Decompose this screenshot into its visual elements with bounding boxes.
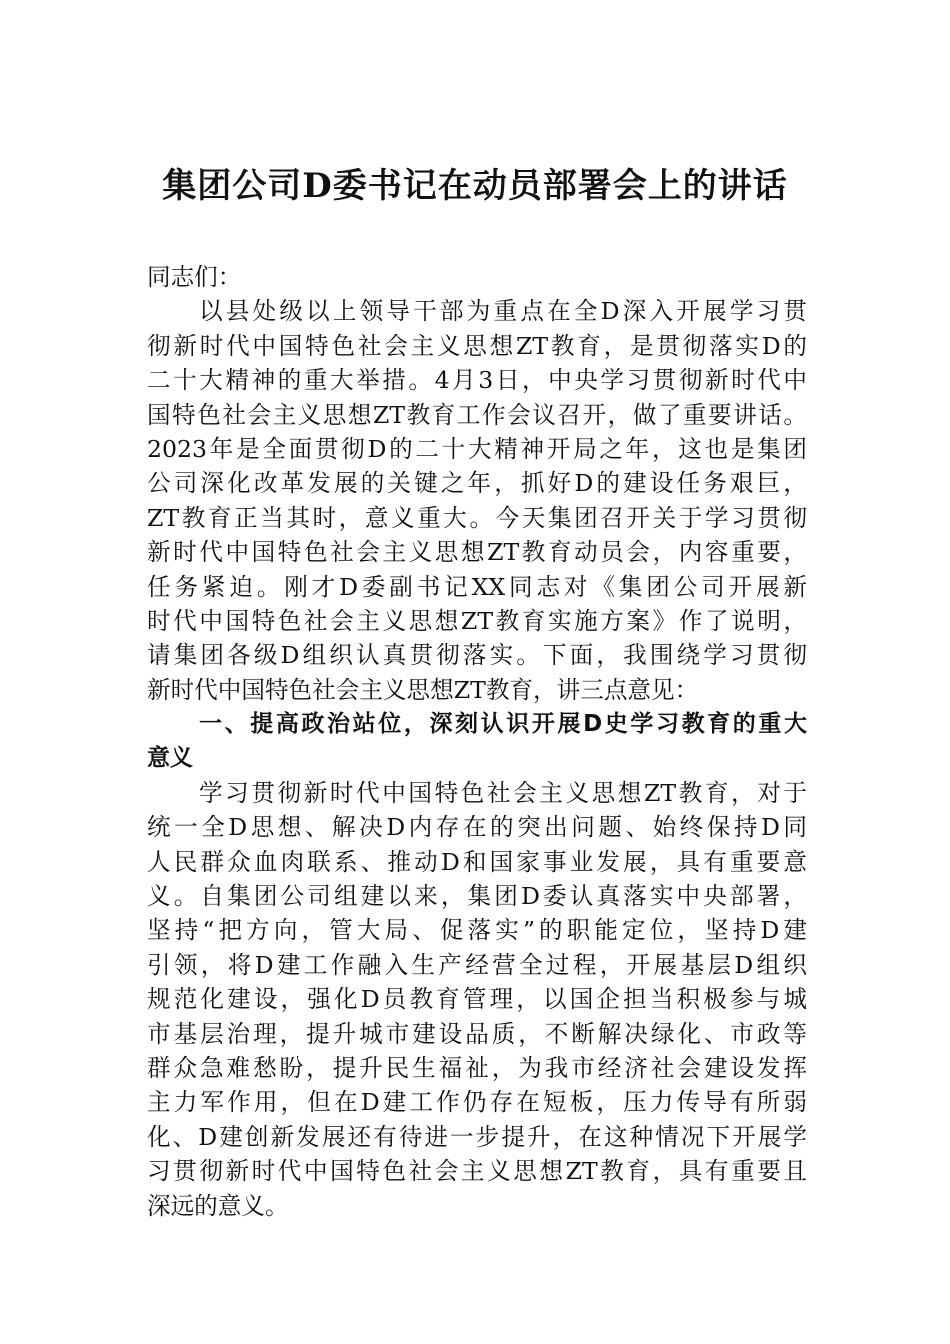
- paragraph-line: 彻新时代中国特色社会主义思想ZT教育，是贯彻落实D的: [147, 331, 807, 360]
- paragraph-line: 2023年是全面贯彻D的二十大精神开局之年，这也是集团: [147, 434, 807, 463]
- heading-line: 一、提高政治站位，深刻认识开展D史学习教育的重大: [199, 711, 807, 738]
- paragraph-line: 坚持“把方向，管大局、促落实”的职能定位，坚持D建: [147, 916, 807, 945]
- paragraph-line: 化、D建创新发展还有待进一步提升，在这种情况下开展学: [147, 1122, 807, 1151]
- paragraph-line: 新时代中国特色社会主义思想ZT教育，讲三点意见：: [147, 675, 699, 704]
- paragraph-2: [147, 776, 807, 1223]
- paragraph-line: 人民群众血肉联系、推动D和国家事业发展，具有重要意: [147, 847, 807, 876]
- paragraph-line: 公司深化改革发展的关键之年，抓好D的建设任务艰巨，: [147, 469, 807, 498]
- paragraph-line: 习贯彻新时代中国特色社会主义思想ZT教育，具有重要且: [147, 1157, 807, 1186]
- paragraph-line: 规范化建设，强化D员教育管理，以国企担当积极参与城: [147, 985, 807, 1014]
- paragraph-line: 以县处级以上领导干部为重点在全D深入开展学习贯: [199, 297, 807, 326]
- paragraph-line: 新时代中国特色社会主义思想ZT教育动员会，内容重要，: [147, 538, 807, 567]
- document-body: [147, 260, 807, 1223]
- paragraph-line: 学习贯彻新时代中国特色社会主义思想ZT教育，对于: [199, 778, 807, 807]
- paragraph-line: ZT教育正当其时，意义重大。今天集团召开关于学习贯彻: [147, 503, 807, 532]
- paragraph-line: 市基层治理，提升城市建设品质，不断解决绿化、市政等: [147, 1019, 807, 1048]
- paragraph-line: 深远的意义。: [147, 1191, 289, 1220]
- paragraph-line: 义。自集团公司组建以来，集团D委认真落实中央部署，: [147, 882, 807, 911]
- paragraph-line: 引领，将D建工作融入生产经营全过程，开展基层D组织: [147, 950, 807, 979]
- paragraph-line: 国特色社会主义思想ZT教育工作会议召开，做了重要讲话。: [147, 400, 807, 429]
- paragraph-line: 统一全D思想、解决D内存在的突出问题、始终保持D同: [147, 813, 807, 842]
- paragraph-1: [147, 294, 807, 707]
- paragraph-line: 时代中国特色社会主义思想ZT教育实施方案》作了说明，: [147, 606, 807, 635]
- paragraph-line: 请集团各级D组织认真贯彻落实。下面，我围绕学习贯彻: [147, 641, 807, 670]
- heading-line: 意义: [147, 745, 193, 772]
- section-heading-1: [147, 707, 807, 776]
- paragraph-line: 任务紧迫。刚才D委副书记XX同志对《集团公司开展新: [147, 572, 807, 601]
- paragraph-line: 二十大精神的重大举措。4月3日，中央学习贯彻新时代中: [147, 366, 807, 395]
- document-title: 集团公司D委书记在动员部署会上的讲话: [162, 166, 788, 206]
- paragraph-line: 群众急难愁盼，提升民生福祉，为我市经济社会建设发挥: [147, 1053, 807, 1082]
- paragraph-line: 主力军作用，但在D建工作仍存在短板，压力传导有所弱: [147, 1088, 807, 1117]
- salutation: 同志们：: [147, 263, 242, 291]
